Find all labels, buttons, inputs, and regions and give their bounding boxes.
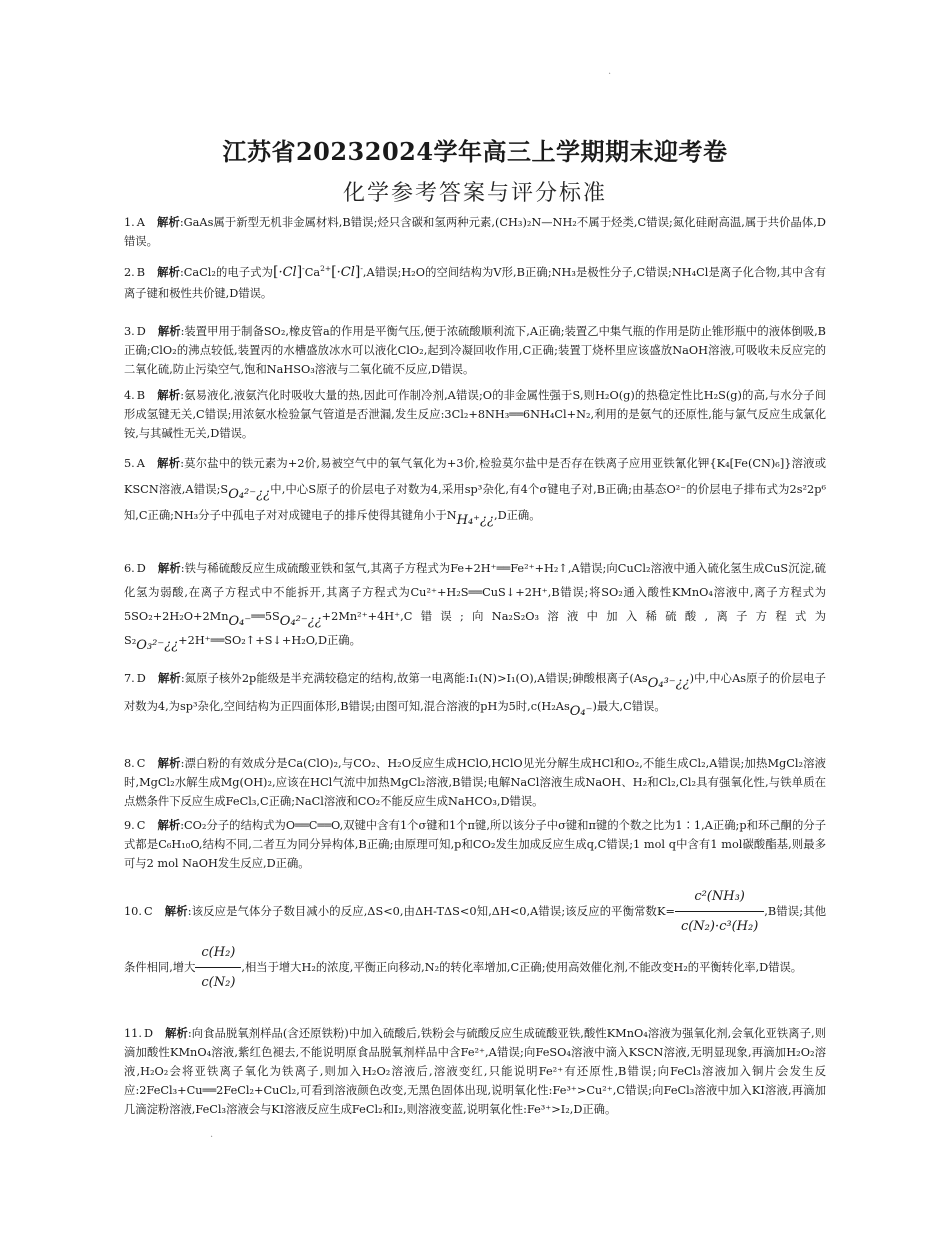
item-text: )中,中心As原子的价层电子对数为4,为sp³杂化,空间结构为正四面体形,B错误;由图可知,混合溶液的pH为5时,c(H₂As: [124, 672, 826, 713]
answer-item-1: [124, 213, 826, 251]
item-number: 7.: [124, 672, 135, 685]
bottom-dot: ·: [210, 1132, 214, 1143]
analysis-label: 解析: [157, 818, 181, 832]
permanganate-ion: O₄⁻: [228, 614, 252, 629]
analysis-label: 解析: [156, 215, 180, 229]
analysis-label: 解析: [157, 756, 181, 770]
item-answer: B: [136, 389, 146, 402]
item-answer: D: [136, 562, 146, 575]
thiosulfate-ion: O₃²⁻¿¿: [136, 638, 179, 653]
electron-formula: $[\cdot Cl]^-Ca^{2+}[\cdot Cl]^-$: [272, 264, 363, 280]
analysis-label: 解析: [165, 1026, 188, 1040]
top-dot: .: [608, 66, 612, 77]
item-answer: D: [136, 672, 146, 685]
equilibrium-constant-fraction: $\frac{\text{c²(NH₃)}}{\text{c(N₂)·c³(H₂)}}$: [675, 884, 764, 940]
item-answer: C: [136, 757, 146, 770]
answer-item-9: [124, 816, 826, 873]
ammonium-ion: H₄⁺¿¿: [456, 513, 494, 528]
analysis-label: 解析: [164, 904, 188, 918]
item-answer: A: [136, 216, 145, 229]
answer-item-11: [124, 1024, 826, 1119]
item-answer: D: [143, 1027, 154, 1040]
arsenate-ion: O₄³⁻¿¿: [647, 676, 690, 691]
item-text: 中,中心S原子的价层电子对数为4,采用sp³杂化,有4个σ键电子对,B正确;由基态O²⁻的价层电子排布式为2s²2p⁶知,C正确;NH₃分子中孤电子对对成键电子的排斥使得其键角小于N: [124, 483, 826, 522]
analysis-label: 解析: [156, 456, 181, 470]
item-number: 4.: [124, 389, 135, 402]
item-number: 3.: [124, 325, 135, 338]
item-text: ══5S: [251, 610, 280, 623]
item-text: ,B错误;其他条件相同,增大: [124, 905, 826, 974]
analysis-label: 解析: [157, 265, 180, 279]
item-answer: D: [136, 325, 146, 338]
analysis-label: 解析: [157, 388, 181, 402]
item-number: 1.: [124, 216, 135, 229]
answer-item-7: [124, 664, 826, 721]
sulfate-ion: O₄²⁻¿¿: [279, 614, 322, 629]
item-text: :该反应是气体分子数目减小的反应,ΔS<0,由ΔH-TΔS<0知,ΔH<0,A错误;该反应的平衡常数K=: [187, 905, 675, 918]
item-answer: C: [143, 905, 153, 918]
item-number: 2.: [124, 266, 135, 279]
answer-item-5: [124, 450, 826, 529]
answer-item-2: [124, 262, 826, 304]
item-number: 9.: [124, 819, 135, 832]
answer-item-6: [124, 556, 826, 653]
analysis-label: 解析: [157, 671, 181, 685]
item-answer: C: [136, 819, 146, 832]
ratio-fraction: $\frac{\text{c(H₂)}}{\text{c(N₂)}}$: [195, 940, 241, 996]
item-text: :莫尔盐中的铁元素为+2价,易被空气中的氧气氧化为+3价,检验莫尔盐中是否存在铁离子应用亚铁氰化钾{K₄[Fe(CN)₆]}溶液或KSCN溶液,A错误;S: [124, 457, 826, 496]
item-text: :装置甲用于制备SO₂,橡皮管a的作用是平衡气压,便于浓硫酸顺利流下,A正确;装置乙中集气瓶的作用是防止锥形瓶中的液体倒吸,B正确;ClO₂的沸点较低,装置丙的水槽盛放冰水可以液化ClO₂,起到冷凝回收作用,C正确;装置丁烧杯里应该盛放NaOH溶液,可吸收未反应完的二氧化硫,防止污染空气,饱和NaHSO₃溶液与二氧化硫不反应,D错误。: [124, 325, 826, 376]
item-answer: B: [136, 266, 146, 279]
item-number: 8.: [124, 757, 135, 770]
item-text: :氨易液化,液氨汽化时吸收大量的热,因此可作制冷剂,A错误;O的非金属性强于S,则H₂O(g)的热稳定性比H₂S(g)的高,与水分子间形成氢键无关,C错误;用浓氨水检验氯气管道是否泄漏,发生反应:3Cl₂+8NH₃══6NH₄Cl+N₂,利用的是氨气的还原性,能与氯气反应生成氯化铵,与其碱性无关,D错误。: [124, 389, 826, 440]
item-text: :CaCl₂的电子式为: [179, 266, 273, 279]
item-text: ,A错误;H₂O的空间结构为V形,B正确;NH₃是极性分子,C错误;NH₄Cl是离子化合物,其中含有离子键和极性共价键,D错误。: [124, 266, 826, 300]
item-text: :漂白粉的有效成分是Ca(ClO)₂,与CO₂、H₂O反应生成HClO,HClO见光分解生成HCl和O₂,不能生成Cl₂,A错误;加热MgCl₂溶液时,MgCl₂水解生成Mg(OH)₂,应该在HCl气流中加热MgCl₂溶液,B错误;电解NaCl溶液生成NaOH、H₂和Cl₂,Cl₂具有强氧化性,与铁单质在点燃条件下反应生成FeCl₃,C正确;NaCl溶液和CO₂不能反应生成NaHCO₃,D错误。: [124, 757, 826, 808]
item-text: :CO₂分子的结构式为O══C══O,双键中含有1个σ键和1个π键,所以该分子中σ键和π键的个数之比为1∶1,A正确;p和环己酮的分子式都是C₆H₁₀O,结构不同,二者互为同分异构体,B正确;由原理可知,p和CO₂发生加成反应生成q,C错误;1 mol q中含有1 mol碳酸酯基,则最多可与2 mol NaOH发生反应,D正确。: [124, 819, 826, 870]
page-subtitle: 化学参考答案与评分标准: [342, 181, 607, 206]
analysis-label: 解析: [157, 561, 181, 575]
item-number: 5.: [124, 457, 135, 470]
item-text: +2H⁺══SO₂↑+S↓+H₂O,D正确。: [178, 634, 361, 647]
item-text: :GaAs属于新型无机非金属材料,B错误;烃只含碳和氢两种元素,(CH₃)₂N—NH₂不属于烃类,C错误;氮化硅耐高温,属于共价晶体,D错误。: [124, 216, 826, 248]
item-text: +2Mn²⁺+4H⁺,C错误;向Na₂S₂O₃溶液中加入稀硫酸,离子方程式为S₂: [124, 610, 826, 647]
answer-item-3: [124, 322, 826, 379]
item-number: 6.: [124, 562, 135, 575]
item-text: )最大,C错误。: [592, 700, 666, 713]
answer-item-10: [124, 884, 826, 996]
dihydrogen-arsenate-ion: O₄⁻: [569, 704, 593, 719]
sulfate-ion: O₄²⁻¿¿: [228, 487, 271, 502]
answer-item-4: [124, 386, 826, 443]
item-answer: A: [136, 457, 145, 470]
analysis-label: 解析: [157, 324, 181, 338]
item-number: 11.: [124, 1027, 142, 1040]
item-text: ,相当于增大H₂的浓度,平衡正向移动,N₂的转化率增加,C正确;使用高效催化剂,不能改变H₂的平衡转化率,D错误。: [241, 961, 803, 974]
item-text: :氮原子核外2p能级是半充满较稳定的结构,故第一电离能:I₁(N)>I₁(O),A错误;砷酸根离子(As: [180, 672, 648, 685]
item-text: ,D正确。: [493, 509, 541, 522]
item-number: 10.: [124, 905, 142, 918]
item-text: :向食品脱氧剂样品(含还原铁粉)中加入硫酸后,铁粉会与硫酸反应生成硫酸亚铁,酸性KMnO₄溶液为强氧化剂,会氧化亚铁离子,则滴加酸性KMnO₄溶液,紫红色褪去,不能说明原食品脱氧剂样品中含Fe²⁺,A错误;向FeSO₄溶液中滴入KSCN溶液,无明显现象,再滴加H₂O₂溶液,H₂O₂会将亚铁离子氧化为铁离子,则加入H₂O₂溶液后,溶液变红,只能说明Fe²⁺有还原性,B错误;向FeCl₃溶液加入铜片会发生反应:2FeCl₃+Cu══2FeCl₂+CuCl₂,可看到溶液颜色改变,无黑色固体出现,说明氧化性:Fe³⁺>Cu²⁺,C错误;向FeCl₃溶液中加入KI溶液,再滴加几滴淀粉溶液,FeCl₃溶液会与KI溶液反应生成FeCl₂和I₂,则溶液变蓝,说明氧化性:Fe³⁺>I₂,D正确。: [124, 1027, 826, 1116]
page-title: 江苏省20232024学年高三上学期期末迎考卷: [222, 137, 728, 166]
item-text: :铁与稀硫酸反应生成硫酸亚铁和氢气,其离子方程式为Fe+2H⁺══Fe²⁺+H₂↑,A错误;向CuCl₂溶液中通入硫化氢生成CuS沉淀,硫化氢为弱酸,在离子方程式中不能拆开,其离子方程式为Cu²⁺+H₂S══CuS↓+2H⁺,B错误;将SO₂通入酸性KMnO₄溶液中,离子方程式为5SO₂+2H₂O+2Mn: [124, 562, 826, 623]
answer-item-8: [124, 754, 826, 811]
